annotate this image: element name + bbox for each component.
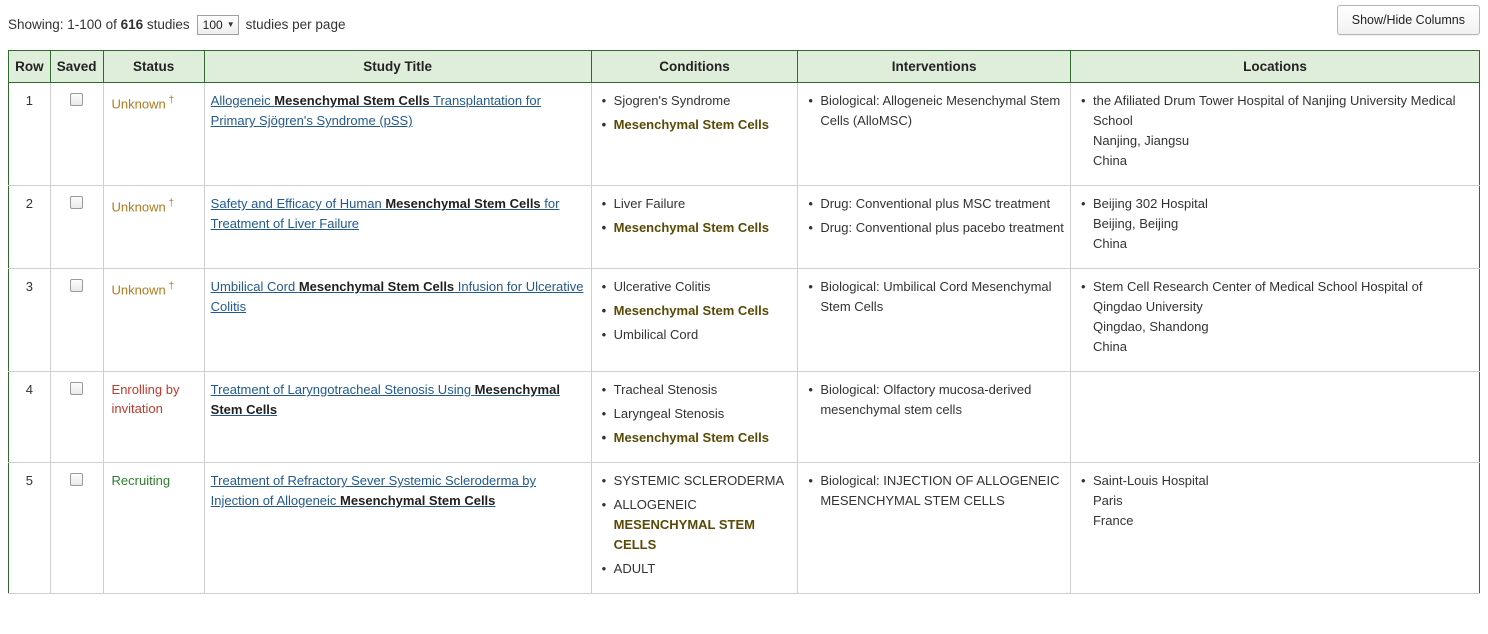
cell-interventions [798, 269, 1071, 372]
condition-item: • Laryngeal Stenosis [614, 404, 792, 424]
location-line: Qingdao, Shandong [1092, 319, 1209, 334]
condition-item: • SYSTEMIC SCLERODERMA [614, 471, 792, 491]
column-header-saved[interactable]: Saved [50, 51, 103, 83]
cell-status [103, 269, 204, 372]
results-toolbar [0, 0, 1488, 50]
cell-row-number [9, 463, 51, 594]
condition-text: ALLOGENEIC [613, 497, 697, 512]
column-header-study-title[interactable]: Study Title [204, 51, 591, 83]
condition-item: • Mesenchymal Stem Cells [614, 218, 792, 238]
showing-suffix: studies [143, 17, 190, 32]
cell-conditions [591, 463, 798, 594]
dagger-footnote-marker: † [165, 198, 175, 209]
column-header-conditions[interactable]: Conditions [591, 51, 798, 83]
status-label: Recruiting [111, 473, 171, 488]
title-text: Transplantation for Primary Sjögren's Syndrome (pSS) [210, 93, 541, 128]
conditions-list [598, 277, 792, 345]
studies-per-page-value: 100 [202, 18, 223, 32]
interventions-list [804, 277, 1064, 317]
showing-count-text [8, 14, 190, 36]
study-title-link[interactable] [211, 93, 541, 128]
status-badge [110, 91, 198, 113]
location-line: China [1092, 153, 1127, 168]
conditions-list [598, 91, 792, 135]
highlighted-term: MESENCHYMAL STEM CELLS [613, 517, 755, 552]
location-line: Paris [1092, 493, 1123, 508]
conditions-list [598, 380, 792, 448]
cell-locations [1070, 372, 1479, 463]
intervention-item: • Drug: Conventional plus MSC treatment [820, 194, 1064, 214]
interventions-list [804, 194, 1064, 238]
cell-status [103, 186, 204, 269]
cell-saved [50, 83, 103, 186]
save-study-checkbox[interactable] [70, 473, 83, 486]
location-line: China [1092, 236, 1127, 251]
column-header-status[interactable]: Status [103, 51, 204, 83]
studies-per-page-select[interactable] [197, 15, 239, 35]
cell-locations [1070, 463, 1479, 594]
intervention-item: • Biological: Umbilical Cord Mesenchymal Stem Cells [820, 277, 1064, 317]
cell-study-title [204, 269, 591, 372]
row-number: 4 [25, 382, 33, 397]
highlighted-term: Mesenchymal Stem Cells [210, 382, 560, 417]
cell-locations [1070, 186, 1479, 269]
title-text: Treatment of Refractory Sever Systemic Scleroderma by Injection of Allogeneic [210, 473, 537, 508]
table-row [9, 186, 1480, 269]
save-study-checkbox[interactable] [70, 93, 83, 106]
cell-saved [50, 372, 103, 463]
dagger-footnote-marker: † [165, 281, 175, 292]
cell-status [103, 372, 204, 463]
title-text: Umbilical Cord [210, 279, 299, 294]
location-line: • Saint-Louis Hospital [1092, 473, 1209, 488]
showing-total: 616 [120, 17, 144, 32]
highlighted-term: Mesenchymal Stem Cells [298, 279, 455, 294]
condition-item: • ADULT [614, 559, 792, 579]
locations-list [1077, 277, 1473, 357]
highlighted-term: Mesenchymal Stem Cells [340, 493, 496, 508]
intervention-item: • Biological: Olfactory mucosa-derived mesenchymal stem cells [820, 380, 1064, 420]
locations-list [1077, 471, 1473, 531]
highlighted-term: Mesenchymal Stem Cells [385, 196, 541, 211]
column-header-interventions[interactable]: Interventions [798, 51, 1071, 83]
cell-conditions [591, 372, 798, 463]
title-text: Allogeneic [210, 93, 275, 108]
location-line: Beijing, Beijing [1092, 216, 1179, 231]
status-badge [110, 194, 198, 216]
location-item [1093, 194, 1473, 254]
study-title-link[interactable] [211, 196, 560, 231]
cell-row-number [9, 186, 51, 269]
interventions-list [804, 91, 1064, 131]
table-body [9, 83, 1480, 594]
chevron-down-icon: ▼ [226, 20, 235, 29]
interventions-list [804, 380, 1064, 420]
cell-locations [1070, 269, 1479, 372]
study-title-link[interactable] [211, 279, 584, 314]
save-study-checkbox[interactable] [70, 196, 83, 209]
cell-conditions [591, 83, 798, 186]
location-item [1093, 91, 1473, 171]
condition-item: • Liver Failure [614, 194, 792, 214]
location-line: China [1092, 339, 1127, 354]
save-study-checkbox[interactable] [70, 279, 83, 292]
locations-list [1077, 91, 1473, 171]
cell-locations [1070, 83, 1479, 186]
studies-results-table [8, 50, 1480, 594]
cell-interventions [798, 372, 1071, 463]
location-line: • Beijing 302 Hospital [1092, 196, 1208, 211]
title-text: for Treatment of Liver Failure [210, 196, 560, 231]
title-text: Treatment of Laryngotracheal Stenosis Using [210, 382, 475, 397]
cell-study-title [204, 186, 591, 269]
cell-saved [50, 186, 103, 269]
cell-interventions [798, 186, 1071, 269]
column-header-row[interactable]: Row [9, 51, 51, 83]
condition-item: • Ulcerative Colitis [614, 277, 792, 297]
conditions-list [598, 471, 792, 579]
table-row [9, 463, 1480, 594]
cell-interventions [798, 83, 1071, 186]
location-item [1093, 471, 1473, 531]
table-row [9, 83, 1480, 186]
study-title-link[interactable] [211, 473, 536, 508]
cell-status [103, 463, 204, 594]
cell-status [103, 83, 204, 186]
cell-study-title [204, 463, 591, 594]
location-item [1093, 277, 1473, 357]
row-number: 2 [25, 196, 33, 211]
title-text: Infusion for Ulcerative Colitis [210, 279, 584, 314]
status-label: Unknown [111, 199, 166, 215]
save-study-checkbox[interactable] [70, 382, 83, 395]
show-hide-columns-button[interactable]: Show/Hide Columns [1337, 5, 1480, 35]
table-row [9, 269, 1480, 372]
title-text: Safety and Efficacy of Human [210, 196, 386, 211]
locations-list [1077, 194, 1473, 254]
intervention-item: • Drug: Conventional plus pacebo treatment [820, 218, 1064, 238]
status-badge [110, 380, 198, 418]
cell-saved [50, 269, 103, 372]
status-label: Enrolling by invitation [111, 382, 180, 416]
condition-item [614, 495, 792, 555]
cell-row-number [9, 83, 51, 186]
cell-saved [50, 463, 103, 594]
status-label: Unknown [111, 282, 166, 298]
location-line: France [1092, 513, 1134, 528]
row-number: 1 [25, 93, 33, 108]
condition-item: • Mesenchymal Stem Cells [614, 301, 792, 321]
cell-conditions [591, 186, 798, 269]
showing-prefix: Showing: 1-100 of [8, 17, 121, 32]
dagger-footnote-marker: † [165, 95, 175, 106]
interventions-list [804, 471, 1064, 511]
condition-item: • Mesenchymal Stem Cells [614, 428, 792, 448]
intervention-item: • Biological: Allogeneic Mesenchymal Stem Cells (AlloMSC) [820, 91, 1064, 131]
table-header-row [9, 51, 1480, 83]
column-header-locations[interactable]: Locations [1070, 51, 1479, 83]
status-badge [110, 471, 198, 490]
studies-per-page-label: studies per page [245, 17, 346, 32]
cell-interventions [798, 463, 1071, 594]
location-line: Nanjing, Jiangsu [1092, 133, 1190, 148]
location-line: • the Afiliated Drum Tower Hospital of Nanjing University Medical School [1092, 93, 1456, 128]
condition-item: • Umbilical Cord [614, 325, 792, 345]
conditions-list [598, 194, 792, 238]
row-number: 5 [25, 473, 33, 488]
table-row [9, 372, 1480, 463]
condition-item: • Mesenchymal Stem Cells [614, 115, 792, 135]
row-number: 3 [25, 279, 33, 294]
study-title-link[interactable] [211, 382, 560, 417]
highlighted-term: Mesenchymal Stem Cells [274, 93, 430, 108]
condition-item: • Sjogren's Syndrome [614, 91, 792, 111]
intervention-item: • Biological: INJECTION OF ALLOGENEIC MESENCHYMAL STEM CELLS [820, 471, 1064, 511]
location-line: • Stem Cell Research Center of Medical School Hospital of Qingdao University [1092, 279, 1423, 314]
cell-row-number [9, 372, 51, 463]
cell-row-number [9, 269, 51, 372]
cell-study-title [204, 372, 591, 463]
cell-study-title [204, 83, 591, 186]
status-label: Unknown [111, 96, 166, 112]
status-badge [110, 277, 198, 299]
table-header [9, 51, 1480, 83]
condition-item: • Tracheal Stenosis [614, 380, 792, 400]
cell-conditions [591, 269, 798, 372]
